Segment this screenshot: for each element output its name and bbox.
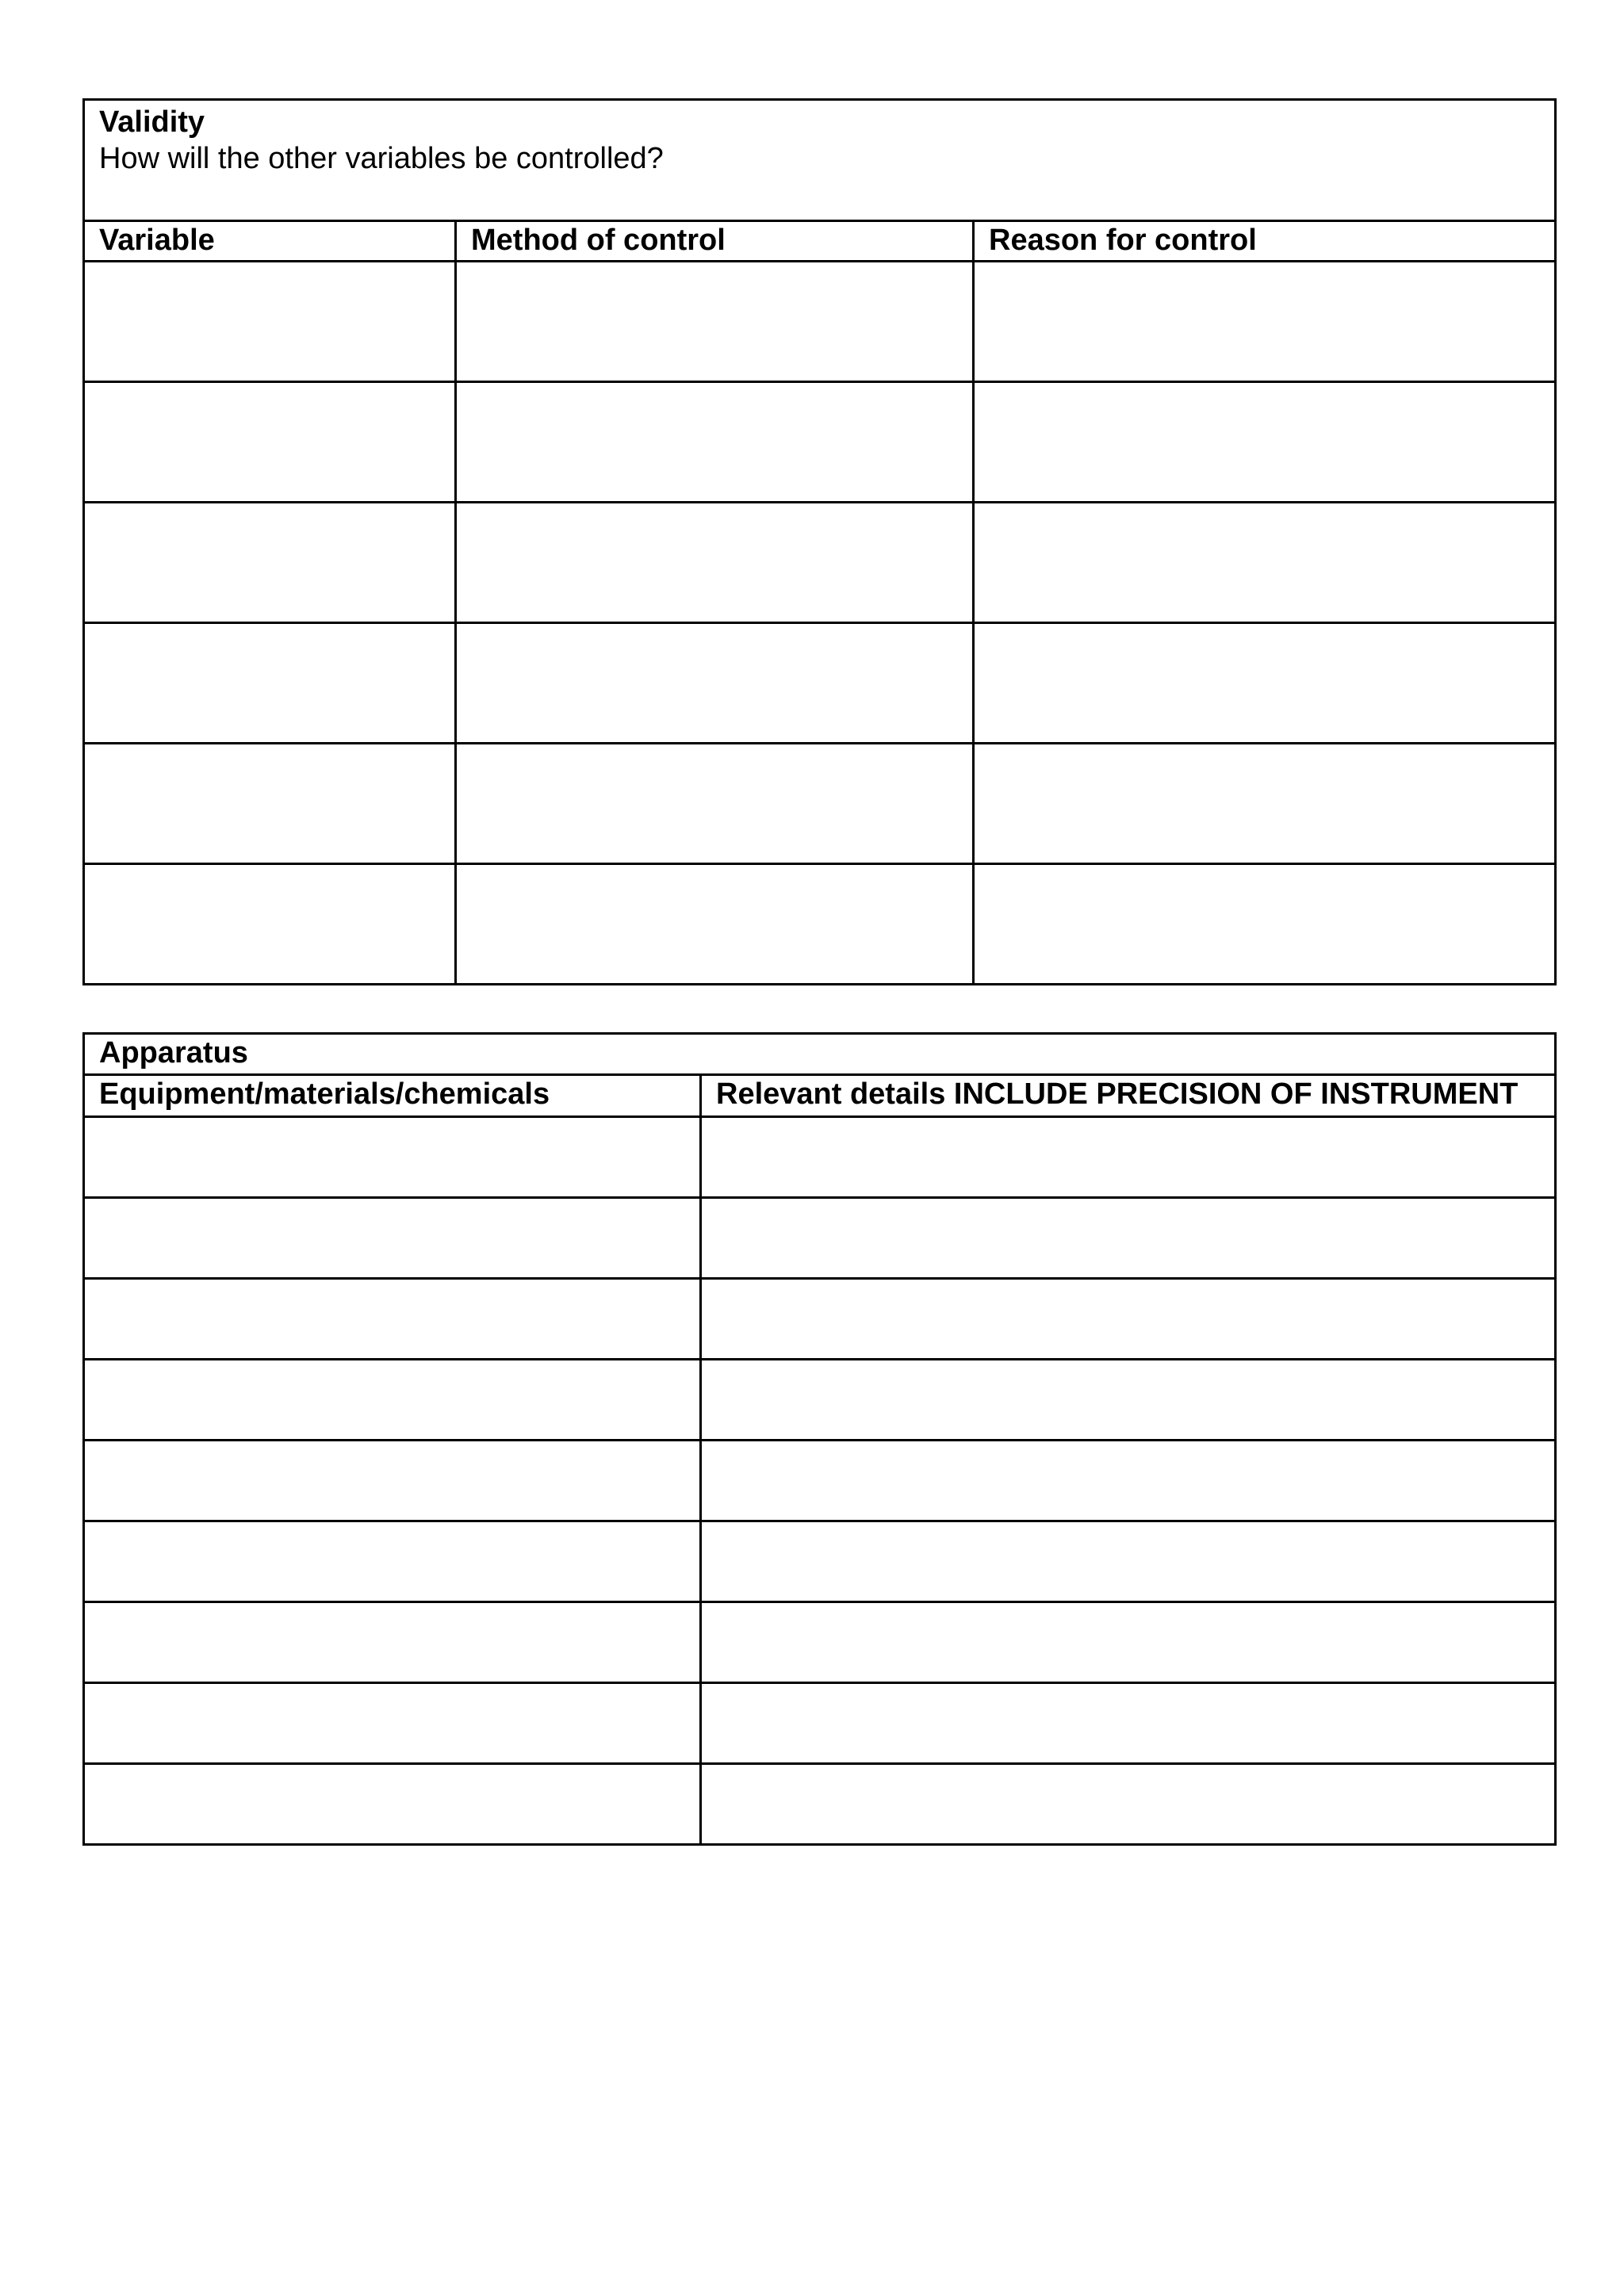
table-row bbox=[84, 864, 1556, 985]
table-row bbox=[84, 262, 1556, 382]
table-row bbox=[84, 1279, 1556, 1360]
variable-cell[interactable] bbox=[84, 623, 456, 744]
table-row bbox=[84, 744, 1556, 864]
details-cell[interactable] bbox=[701, 1117, 1556, 1198]
column-header-reason-for-control: Reason for control bbox=[974, 221, 1556, 262]
equipment-cell[interactable] bbox=[84, 1198, 701, 1279]
table-row bbox=[84, 503, 1556, 623]
table-row bbox=[84, 1360, 1556, 1441]
validity-question: How will the other variables be controlled? bbox=[99, 142, 664, 175]
reason-cell[interactable] bbox=[974, 503, 1556, 623]
table-row bbox=[84, 1602, 1556, 1683]
table-row bbox=[84, 1521, 1556, 1602]
details-cell[interactable] bbox=[701, 1198, 1556, 1279]
validity-header-row bbox=[84, 221, 1556, 262]
details-cell[interactable] bbox=[701, 1683, 1556, 1764]
equipment-cell[interactable] bbox=[84, 1360, 701, 1441]
table-row bbox=[84, 1764, 1556, 1845]
details-cell[interactable] bbox=[701, 1441, 1556, 1521]
apparatus-title-cell bbox=[84, 1034, 1556, 1075]
method-cell[interactable] bbox=[456, 623, 974, 744]
variable-cell[interactable] bbox=[84, 262, 456, 382]
method-cell[interactable] bbox=[456, 864, 974, 985]
equipment-cell[interactable] bbox=[84, 1602, 701, 1683]
reason-cell[interactable] bbox=[974, 864, 1556, 985]
equipment-cell[interactable] bbox=[84, 1279, 701, 1360]
validity-title: Validity bbox=[99, 105, 205, 139]
details-cell[interactable] bbox=[701, 1521, 1556, 1602]
method-cell[interactable] bbox=[456, 744, 974, 864]
table-row bbox=[84, 623, 1556, 744]
apparatus-title: Apparatus bbox=[99, 1036, 248, 1070]
reason-cell[interactable] bbox=[974, 262, 1556, 382]
apparatus-title-row bbox=[84, 1034, 1556, 1075]
equipment-cell[interactable] bbox=[84, 1441, 701, 1521]
equipment-cell[interactable] bbox=[84, 1764, 701, 1845]
reason-cell[interactable] bbox=[974, 382, 1556, 503]
apparatus-table bbox=[82, 1032, 1557, 1846]
reason-cell[interactable] bbox=[974, 744, 1556, 864]
table-row bbox=[84, 382, 1556, 503]
table-row bbox=[84, 1683, 1556, 1764]
variable-cell[interactable] bbox=[84, 382, 456, 503]
reason-cell[interactable] bbox=[974, 623, 1556, 744]
equipment-cell[interactable] bbox=[84, 1117, 701, 1198]
table-row bbox=[84, 1198, 1556, 1279]
column-header-equipment: Equipment/materials/chemicals bbox=[84, 1075, 701, 1117]
column-header-relevant-details: Relevant details INCLUDE PRECISION OF INSTRUMENT bbox=[701, 1075, 1556, 1117]
variable-cell[interactable] bbox=[84, 744, 456, 864]
method-cell[interactable] bbox=[456, 262, 974, 382]
column-header-method-of-control: Method of control bbox=[456, 221, 974, 262]
details-cell[interactable] bbox=[701, 1764, 1556, 1845]
details-cell[interactable] bbox=[701, 1360, 1556, 1441]
column-header-variable: Variable bbox=[84, 221, 456, 262]
details-cell[interactable] bbox=[701, 1602, 1556, 1683]
details-cell[interactable] bbox=[701, 1279, 1556, 1360]
variable-cell[interactable] bbox=[84, 503, 456, 623]
method-cell[interactable] bbox=[456, 382, 974, 503]
validity-intro-row bbox=[84, 100, 1556, 221]
method-cell[interactable] bbox=[456, 503, 974, 623]
apparatus-header-row bbox=[84, 1075, 1556, 1117]
equipment-cell[interactable] bbox=[84, 1521, 701, 1602]
table-row bbox=[84, 1117, 1556, 1198]
equipment-cell[interactable] bbox=[84, 1683, 701, 1764]
table-row bbox=[84, 1441, 1556, 1521]
validity-table bbox=[82, 98, 1557, 985]
variable-cell[interactable] bbox=[84, 864, 456, 985]
validity-intro-cell bbox=[84, 100, 1556, 221]
